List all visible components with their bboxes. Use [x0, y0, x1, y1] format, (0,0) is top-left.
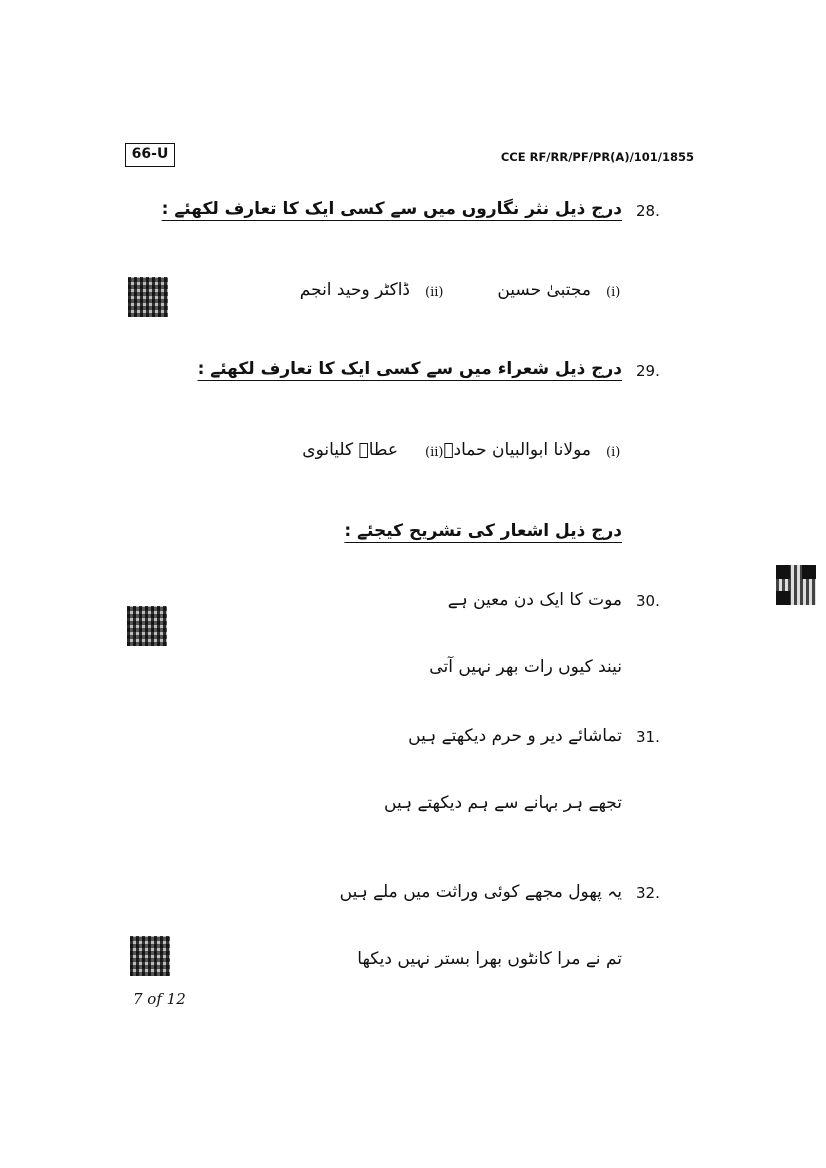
qr-code-icon — [128, 277, 168, 317]
option-text: ڈاکٹر وحید انجم — [299, 280, 410, 300]
exam-code: CCE RF/RR/PF/PR(A)/101/1855 — [500, 150, 694, 164]
question-number: 31. — [636, 728, 660, 746]
option-label: (i) — [606, 285, 621, 300]
question-number: 32. — [636, 884, 660, 902]
page-number: 7 of 12 — [133, 990, 186, 1008]
option-text: مجتبیٰ حسین — [497, 280, 591, 300]
option-label: (ii) — [425, 445, 444, 460]
verse-line: تم نے مرا کانٹوں بھرا بستر نہیں دیکھا — [357, 949, 622, 969]
verse-line: یہ پھول مجھے کوئی وراثت میں ملے ہیں — [339, 882, 622, 902]
qr-code-icon — [127, 606, 167, 646]
qr-code-icon — [776, 565, 816, 605]
qr-code-icon — [130, 936, 170, 976]
question-text: درج ذیل شعراء میں سے کسی ایک کا تعارف لکھئے : — [197, 359, 622, 379]
question-number: 28. — [636, 202, 660, 220]
verse-line: نیند کیوں رات بھر نہیں آتی — [429, 657, 622, 677]
verse-line: تجھے ہر بہانے سے ہم دیکھتے ہیں — [384, 793, 622, 813]
option-label: (i) — [606, 445, 621, 460]
verse-line: تماشائے دیر و حرم دیکھتے ہیں — [408, 726, 622, 746]
question-number: 29. — [636, 362, 660, 380]
paper-code-box: 66-U — [125, 143, 175, 167]
question-text: درج ذیل نثر نگاروں میں سے کسی ایک کا تعارف لکھئے : — [161, 199, 622, 219]
verse-line: موت کا ایک دن معین ہے — [447, 590, 622, 610]
option-text: عطاؔ کلیانوی — [302, 440, 398, 460]
option-text: مولانا ابوالبیان حمادؔ — [443, 440, 591, 460]
section-heading: درج ذیل اشعار کی تشریح کیجئے : — [344, 521, 622, 541]
option-label: (ii) — [425, 285, 444, 300]
question-number: 30. — [636, 592, 660, 610]
